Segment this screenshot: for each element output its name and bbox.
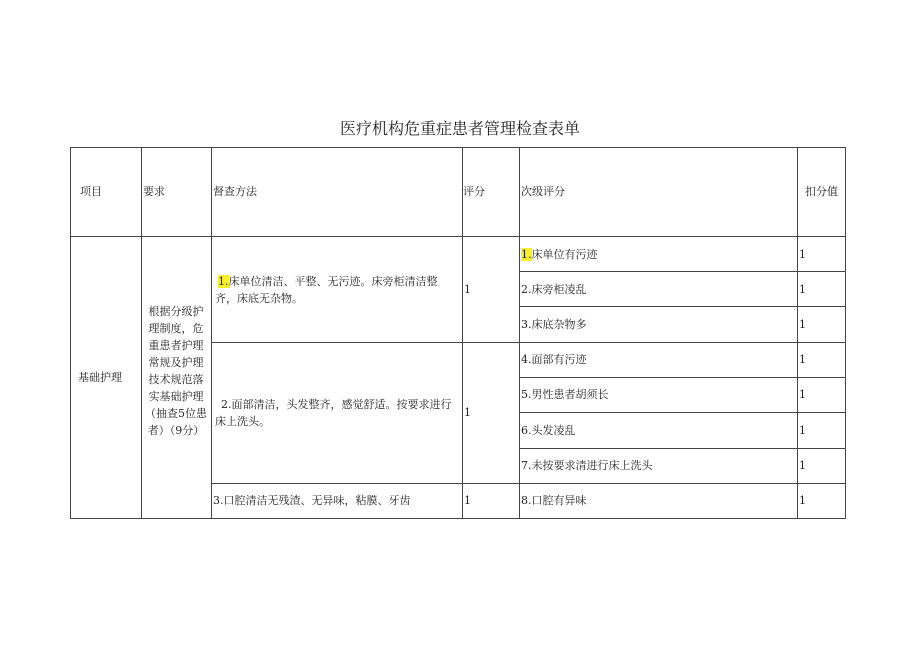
method-3 (213, 492, 459, 509)
method-1-number: 1. (218, 275, 229, 288)
sub-item-4-text: 面部有污迹 (531, 353, 587, 366)
sub-item-3 (521, 316, 587, 333)
sub-item-5 (521, 386, 609, 403)
requirement-text: 根据分级护理制度，危重患者护理常规及护理技术规范落实基础护理（抽查5位患者）（9分） (145, 305, 207, 437)
sub-item-7-deduct: 1 (799, 459, 806, 472)
method-2 (215, 396, 459, 430)
sub-item-2-number: 2. (521, 283, 532, 296)
column-divider (211, 147, 212, 519)
sub-item-5-number: 5. (521, 388, 532, 401)
page-title: 医疗机构危重症患者管理检查表单 (339, 119, 580, 138)
header-sub-score: 次级评分 (521, 185, 565, 198)
sub-item-1 (521, 246, 598, 263)
method-2-text: 面部清洁，头发整齐，感觉舒适。按要求进行床上洗头。 (215, 398, 452, 428)
row-divider (211, 483, 520, 484)
row-divider (519, 448, 846, 449)
method-2-score: 1 (464, 406, 471, 419)
header-divider (70, 236, 846, 237)
row-divider (211, 342, 520, 343)
sub-item-6-text: 头发凌乱 (531, 424, 576, 437)
sub-item-6 (521, 422, 576, 439)
sub-item-2-deduct: 1 (799, 283, 806, 296)
table-border-top (70, 147, 846, 148)
row-divider (519, 483, 846, 484)
method-3-text: 口腔清洁无残渣、无异味，粘膜、牙齿 (223, 494, 411, 507)
sub-item-1-number: 1. (521, 248, 532, 261)
inspection-table (70, 147, 846, 519)
method-3-score: 1 (464, 494, 471, 507)
sub-item-4-deduct: 1 (799, 353, 806, 366)
header-item: 项目 (80, 185, 102, 198)
header-requirement: 要求 (143, 185, 165, 198)
sub-item-7 (521, 457, 653, 474)
sub-item-3-text: 床底杂物多 (531, 318, 587, 331)
sub-item-3-deduct: 1 (799, 318, 806, 331)
table-border-bottom (70, 518, 846, 519)
sub-item-6-number: 6. (521, 424, 532, 437)
sub-item-7-text: 未按要求清进行床上洗头 (531, 459, 653, 472)
table-border-right (845, 147, 846, 519)
column-divider (462, 147, 463, 519)
item-name: 基础护理 (78, 371, 122, 384)
column-divider (797, 147, 798, 519)
row-divider (519, 377, 846, 378)
sub-item-4-number: 4. (521, 353, 532, 366)
header-score: 评分 (463, 185, 485, 198)
column-divider (141, 147, 142, 519)
table-border-left (70, 147, 71, 519)
sub-item-6-deduct: 1 (799, 424, 806, 437)
method-3-number: 3. (213, 494, 224, 507)
header-method: 督查方法 (213, 185, 257, 198)
row-divider (519, 271, 846, 272)
row-divider (519, 342, 846, 343)
header-deduct: 扣分值 (805, 185, 838, 198)
sub-item-3-number: 3. (521, 318, 532, 331)
method-1-text: 床单位清洁、平整、无污迹。床旁柜清洁整齐，床底无杂物。 (215, 275, 438, 305)
sub-item-8 (521, 492, 587, 509)
row-divider (519, 306, 846, 307)
sub-item-5-text: 男性患者胡须长 (531, 388, 609, 401)
sub-item-1-deduct: 1 (799, 248, 806, 261)
sub-item-1-text: 床单位有污迹 (531, 248, 598, 261)
sub-item-4 (521, 351, 587, 368)
sub-item-7-number: 7. (521, 459, 532, 472)
row-divider (519, 412, 846, 413)
sub-item-2 (521, 281, 587, 298)
sub-item-5-deduct: 1 (799, 388, 806, 401)
sub-item-8-text: 口腔有异味 (531, 494, 587, 507)
method-2-number: 2. (221, 398, 232, 411)
method-1 (215, 273, 459, 307)
sub-item-2-text: 床旁柜凌乱 (531, 283, 587, 296)
sub-item-8-deduct: 1 (799, 494, 806, 507)
column-divider (519, 147, 520, 519)
sub-item-8-number: 8. (521, 494, 532, 507)
method-1-score: 1 (464, 283, 471, 296)
